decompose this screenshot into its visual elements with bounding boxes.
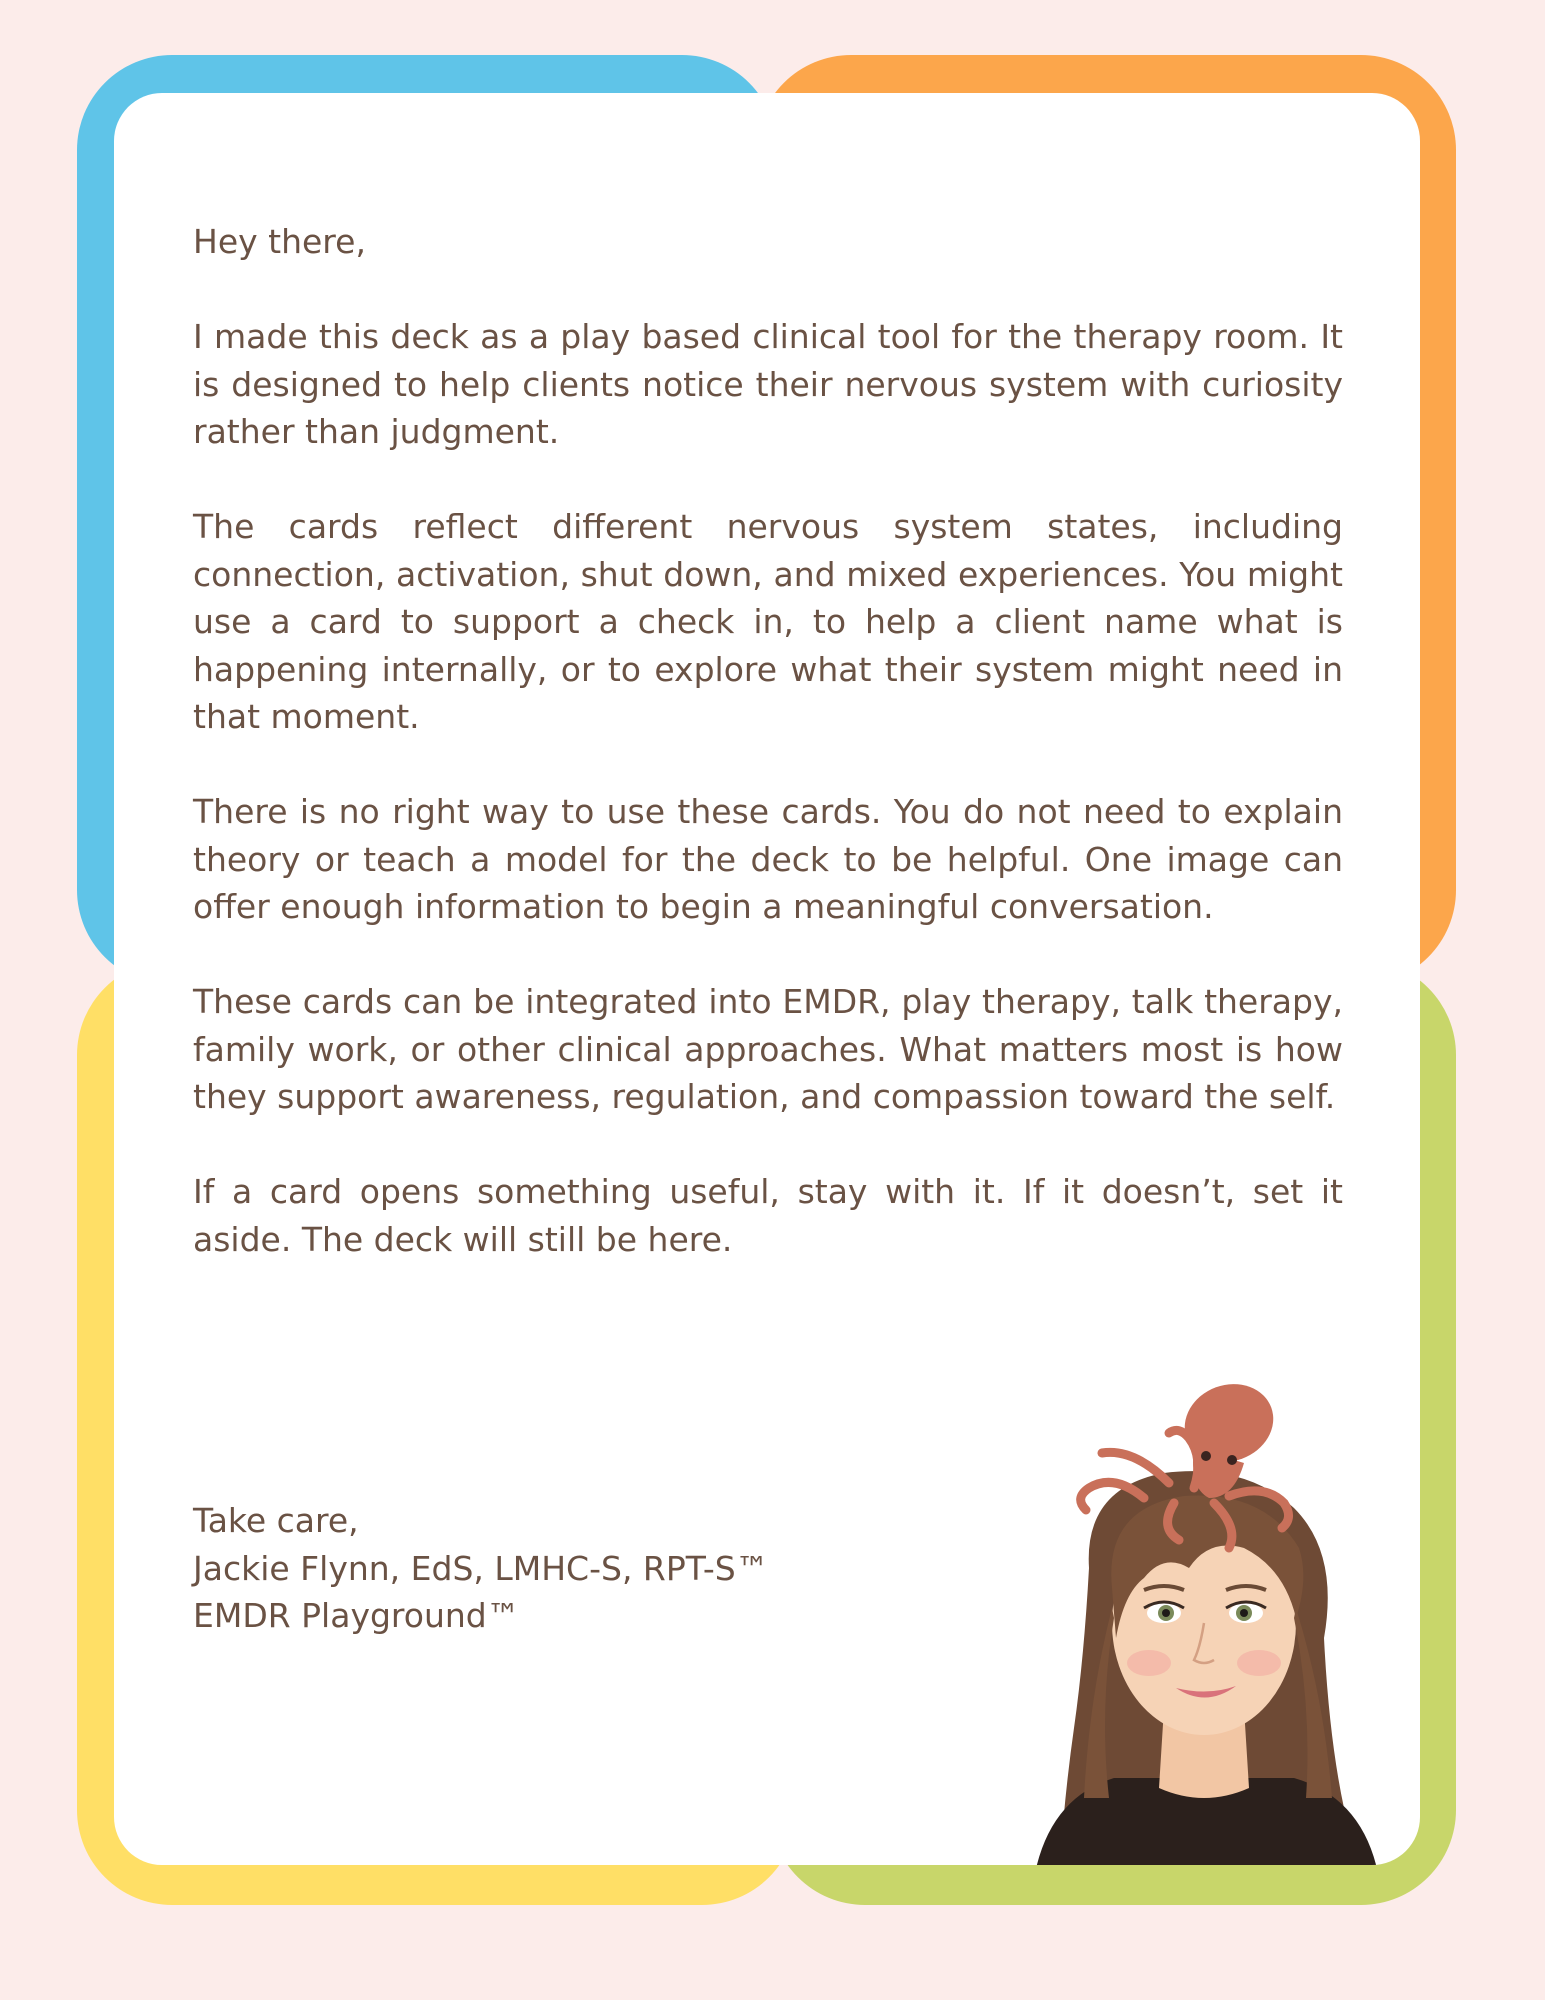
portrait-illustration (994, 1378, 1414, 1865)
paragraph-2: The cards reflect different nervous system states, including connection, activation, shut down, and mixed experiences. You might use a card to support a check in, to help a client name what is happening internally, or to explore what their system might need in that moment. (193, 507, 1343, 736)
paragraph-1: I made this deck as a play based clinical tool for the therapy room. It is designed to help clients notice their nervous system with curiosity rather than judgment. (193, 317, 1343, 451)
signature-name: Jackie Flynn, EdS, LMHC-S, RPT-S™ (193, 1548, 769, 1588)
letter-card (114, 93, 1420, 1865)
letter-body (193, 218, 1343, 1311)
greeting: Hey there, (193, 222, 366, 261)
paragraph-3: There is no right way to use these cards. You do not need to explain theory or teach a model for the deck to be helpful. One image can offer enough information to begin a meaningful conversation. (193, 792, 1343, 926)
paragraph-4: These cards can be integrated into EMDR, play therapy, talk therapy, family work, or other clinical approaches. What matters most is how they support awareness, regulation, and compassion toward the self. (193, 982, 1343, 1116)
signoff (193, 1497, 769, 1640)
closing: Take care, (193, 1501, 359, 1540)
paragraph-5: If a card opens something useful, stay with it. If it doesn’t, set it aside. The deck will still be here. (193, 1172, 1343, 1259)
signature-org: EMDR Playground™ (193, 1596, 520, 1635)
